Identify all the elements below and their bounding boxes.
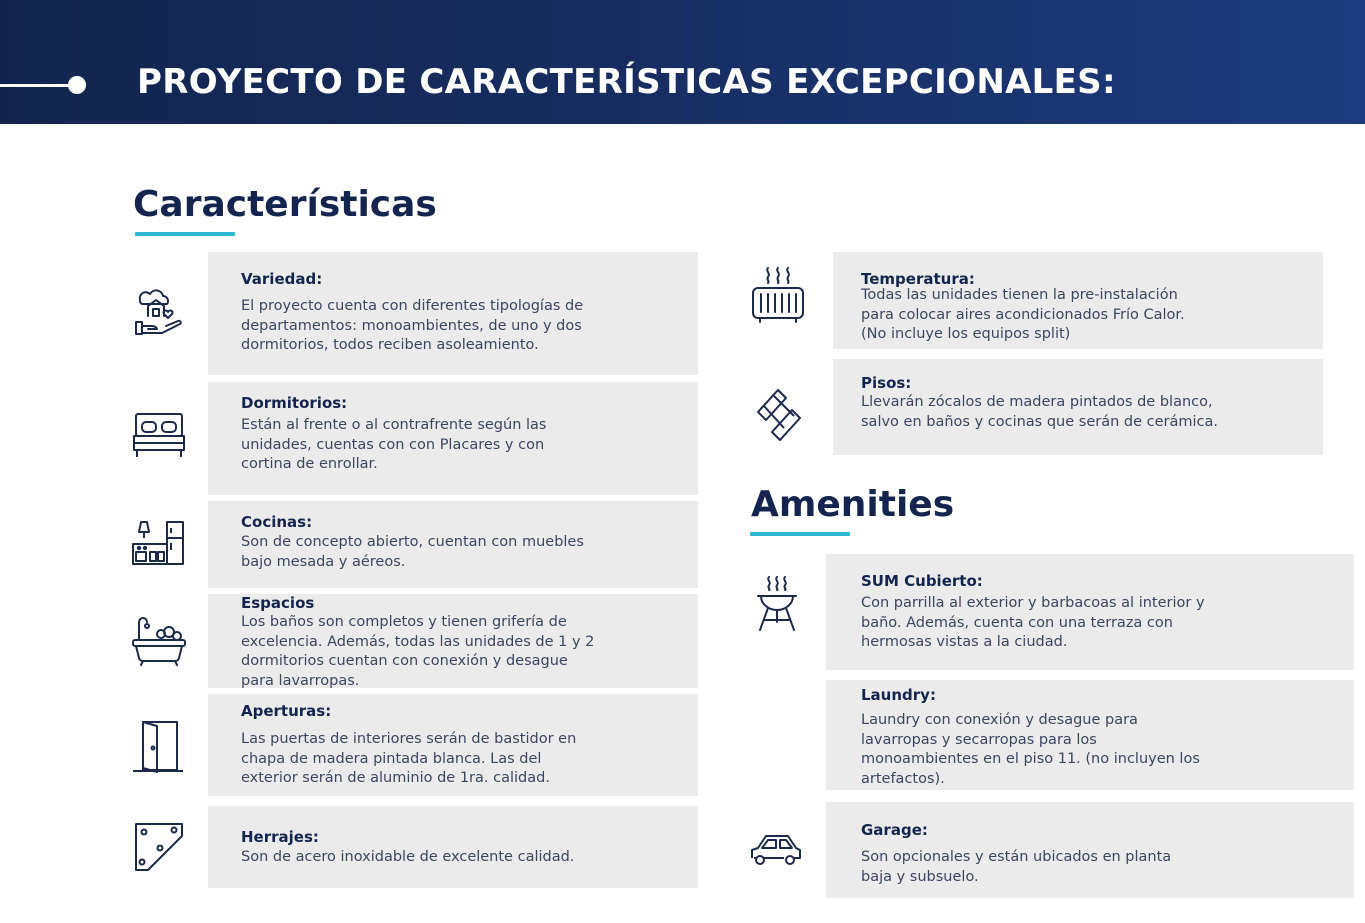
card-title: Garage:	[861, 821, 928, 839]
card-temperatura	[833, 252, 1323, 349]
house-hand-icon	[132, 286, 186, 338]
floor-tiles-icon	[754, 386, 804, 444]
card-text: Son de acero inoxidable de excelente calidad.	[241, 849, 575, 865]
card-title: Cocinas:	[241, 513, 313, 531]
caracteristicas-underline	[135, 232, 235, 236]
amenities-heading: Amenities	[751, 484, 955, 525]
card-dormitorios	[208, 382, 698, 495]
card-text: Las puertas de interiores serán de bastidor en chapa de madera pintada blanca. Las del exterior serán de aluminio de 1ra. calidad.	[241, 731, 577, 786]
card-title: Variedad:	[241, 270, 323, 288]
card-pisos	[833, 359, 1323, 455]
card-aperturas	[208, 694, 698, 796]
card-title: Pisos:	[861, 374, 912, 392]
radiator-icon	[750, 264, 806, 324]
bathtub-icon	[131, 614, 187, 666]
card-text: Son opcionales y están ubicados en planta baja y subsuelo.	[861, 849, 1172, 885]
card-title: Espacios	[241, 594, 315, 612]
card-text: Llevarán zócalos de madera pintados de blanco, salvo en baños y cocinas que serán de cerámica.	[861, 394, 1218, 430]
page-title: PROYECTO DE CARACTERÍSTICAS EXCEPCIONALES:	[137, 62, 1116, 102]
card-text: Laundry con conexión y desague para lavarropas y secarropas para los monoambientes en el piso 11. (no incluyen los artefactos).	[861, 712, 1200, 787]
door-icon	[131, 718, 185, 774]
header-line-decoration	[0, 84, 74, 87]
bed-icon	[132, 410, 186, 460]
card-title: Herrajes:	[241, 828, 319, 846]
card-herrajes	[208, 806, 698, 888]
kitchen-icon	[131, 518, 187, 568]
card-text: Los baños son completos y tienen grifería de excelencia. Además, todas las unidades de 1 y 2 dormitorios cuentan con conexión y desague para lavarropas.	[241, 614, 595, 689]
card-sum-cubierto	[826, 554, 1354, 670]
header-banner	[0, 0, 1365, 124]
caracteristicas-heading: Características	[133, 184, 437, 225]
card-title: Temperatura:	[861, 270, 975, 288]
header-dot-decoration	[68, 76, 86, 94]
card-garage	[826, 802, 1354, 898]
card-text: El proyecto cuenta con diferentes tipologías de departamentos: monoambientes, de uno y dos dormitorios, todos reciben asoleamiento.	[241, 298, 584, 353]
grill-icon	[752, 574, 802, 634]
card-laundry	[826, 680, 1354, 790]
bracket-icon	[132, 820, 186, 874]
card-text: Con parrilla al exterior y barbacoas al interior y baño. Además, cuenta con una terraza con hermosas vistas a la ciudad.	[861, 595, 1205, 650]
card-espacios	[208, 594, 698, 688]
card-text: Son de concepto abierto, cuentan con muebles bajo mesada y aéreos.	[241, 534, 584, 570]
card-title: SUM Cubierto:	[861, 572, 983, 590]
card-title: Laundry:	[861, 686, 936, 704]
card-variedad	[208, 252, 698, 375]
card-title: Dormitorios:	[241, 394, 348, 412]
car-icon	[748, 830, 804, 868]
card-title: Aperturas:	[241, 702, 332, 720]
card-text: Todas las unidades tienen la pre-instalación para colocar aires acondicionados Frío Calor. (No incluye los equipos split)	[861, 287, 1185, 342]
amenities-underline	[750, 532, 850, 536]
card-cocinas	[208, 501, 698, 588]
card-text: Están al frente o al contrafrente según las unidades, cuentas con con Placares y con cortina de enrollar.	[241, 417, 547, 472]
